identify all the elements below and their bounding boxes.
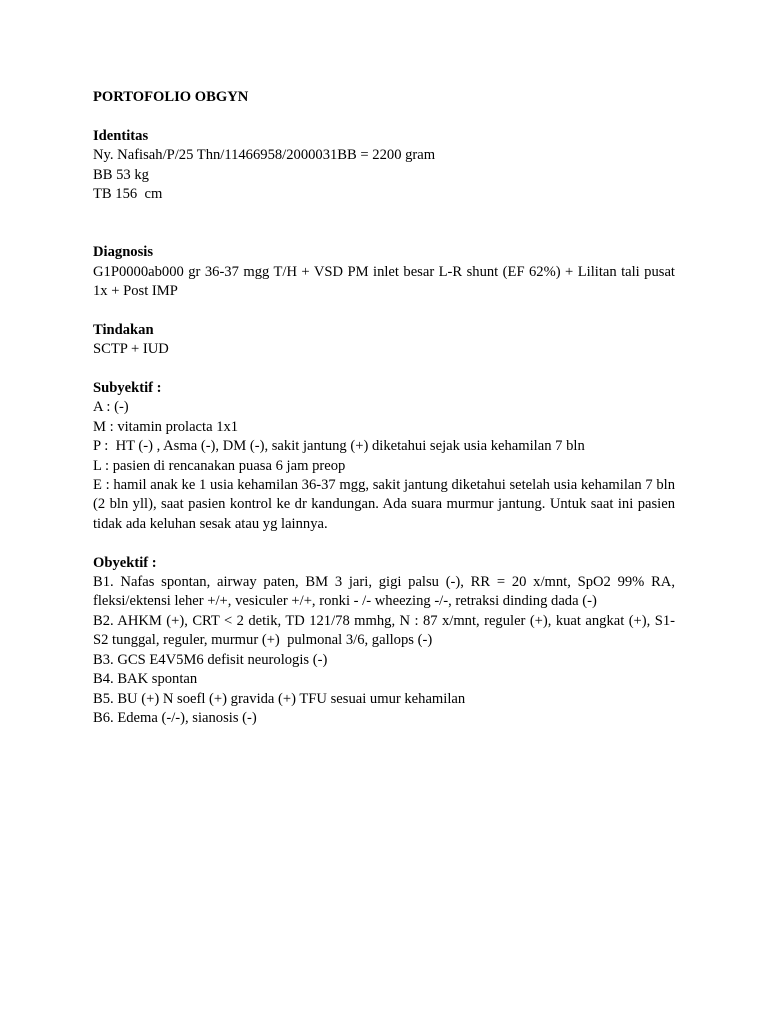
obyektif-line: B6. Edema (-/-), sianosis (-) — [93, 709, 257, 726]
subyektif-line: E : hamil anak ke 1 usia kehamilan 36-37 mgg, sakit jantung diketahui setelah usia kehamilan 7 bln (2 bln yll), saat pasien kontrol ke dr kandungan. Ada suara murmur jantung. Untuk saat ini pasien tidak ada keluhan sesak atau yg lainnya. — [93, 477, 679, 532]
diagnosis-text: G1P0000ab000 gr 36-37 mgg T/H + VSD PM inlet besar L-R shunt (EF 62%) + Lilitan tali pusat 1x + Post IMP — [93, 263, 679, 300]
obyektif-line: B3. GCS E4V5M6 defisit neurologis (-) — [93, 651, 328, 668]
document-title: PORTOFOLIO OBGYN — [93, 89, 249, 105]
tindakan-text: SCTP + IUD — [93, 341, 169, 358]
subyektif-heading: Subyektif : — [93, 380, 162, 397]
obyektif-section — [93, 554, 679, 729]
obyektif-heading: Obyektif : — [93, 554, 157, 571]
subyektif-section — [93, 379, 679, 534]
obyektif-line: B5. BU (+) N soefl (+) gravida (+) TFU sesuai umur kehamilan — [93, 690, 466, 707]
subyektif-line: P : HT (-) , Asma (-), DM (-), sakit jantung (+) diketahui sejak usia kehamilan 7 bln — [93, 438, 585, 455]
identitas-line: Ny. Nafisah/P/25 Thn/11466958/2000031BB = 2200 gram — [93, 147, 436, 164]
document-page — [93, 88, 679, 748]
identitas-section — [93, 127, 675, 205]
obyektif-line: B1. Nafas spontan, airway paten, BM 3 jari, gigi palsu (-), RR = 20 x/mnt, SpO2 99% RA, fleksi/ektensi leher +/+, vesiculer +/+, ronki - /- wheezing -/-, retraksi dinding dada (-) — [93, 574, 679, 610]
tindakan-heading: Tindakan — [93, 321, 154, 338]
obyektif-line: B4. BAK spontan — [93, 671, 198, 688]
diagnosis-section — [93, 243, 679, 301]
identitas-heading: Identitas — [93, 127, 149, 144]
obyektif-line: B2. AHKM (+), CRT < 2 detik, TD 121/78 mmhg, N : 87 x/mnt, reguler (+), kuat angkat (+), S1-S2 tunggal, reguler, murmur (+) pulmonal 3/6, gallops (-) — [93, 612, 675, 649]
identitas-line: TB 156 cm — [93, 186, 163, 203]
subyektif-line: M : vitamin prolacta 1x1 — [93, 418, 239, 435]
diagnosis-heading: Diagnosis — [93, 244, 154, 261]
tindakan-section — [93, 321, 675, 360]
subyektif-line: A : (-) — [93, 399, 129, 416]
identitas-line: BB 53 kg — [93, 166, 149, 183]
subyektif-line: L : pasien di rencanakan puasa 6 jam preop — [93, 457, 346, 474]
